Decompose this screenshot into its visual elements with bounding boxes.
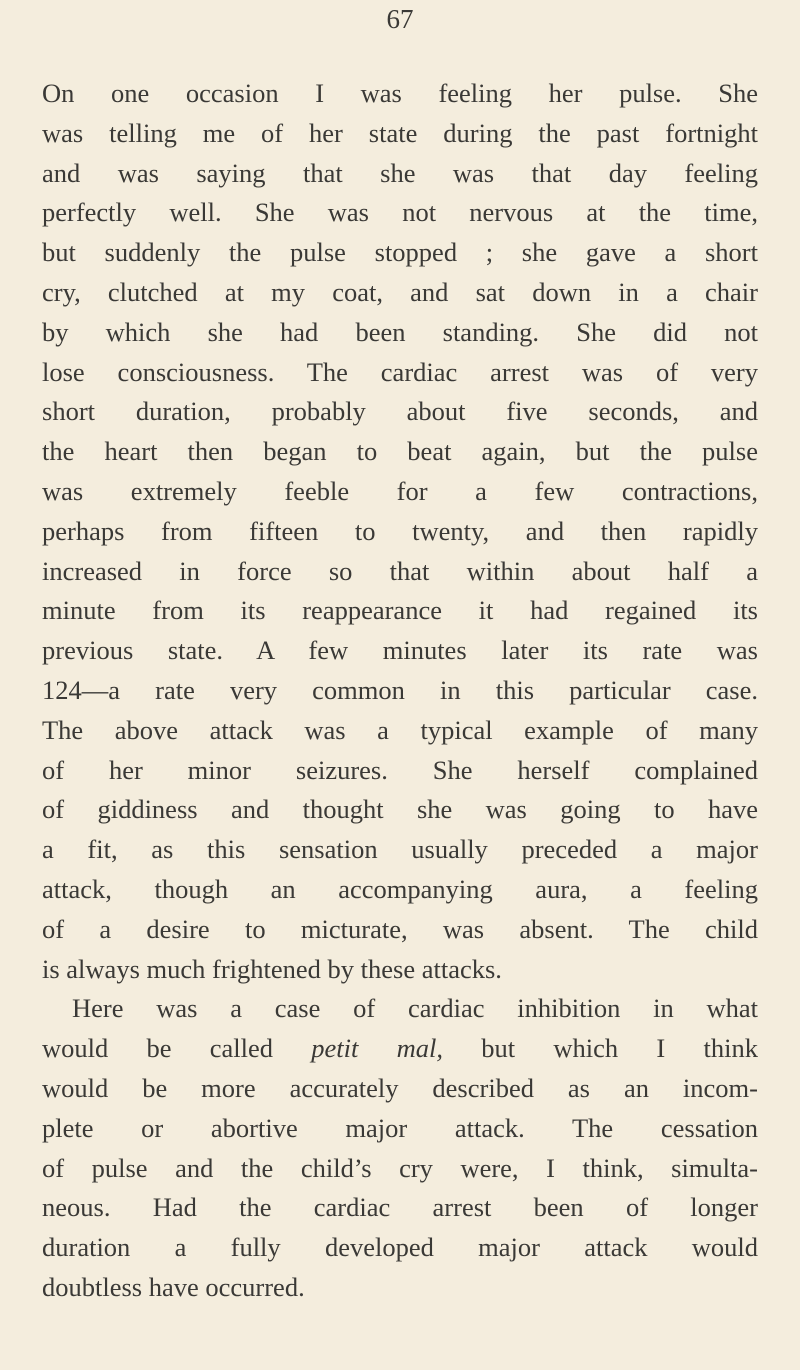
- text-line: was telling me of her state during the past fortnight: [42, 117, 758, 148]
- italic-term: petit mal,: [311, 1033, 444, 1064]
- text-line: previous state. A few minutes later its rate was: [42, 635, 758, 666]
- text-line: neous. Had the cardiac arrest been of longer: [42, 1192, 758, 1223]
- page-number: 67: [386, 4, 414, 34]
- text-segment: would be called: [42, 1033, 312, 1064]
- text-line: On one occasion I was feeling her pulse. She: [42, 78, 758, 108]
- text-line: was extremely feeble for a few contractions,: [42, 475, 758, 506]
- text-line: minute from its reappearance it had regained its: [42, 595, 758, 626]
- text-line: is always much frightened by these attacks.: [42, 953, 502, 984]
- text-line: and was saying that she was that day feeling: [42, 157, 758, 188]
- text-line: increased in force so that within about half a: [42, 555, 758, 586]
- text-line: plete or abortive major attack. The cessation: [42, 1112, 758, 1143]
- text-line: 124—a rate very common in this particular case.: [42, 674, 758, 705]
- paragraph-pulse-observation: [42, 74, 758, 989]
- text-line: doubtless have occurred.: [42, 1271, 305, 1302]
- text-line: attack, though an accompanying aura, a feeling: [42, 873, 758, 904]
- text-line: the heart then began to beat again, but the pulse: [42, 436, 758, 467]
- text-line: of a desire to micturate, was absent. The child: [42, 913, 758, 944]
- text-line: Here was a case of cardiac inhibition in what: [72, 993, 758, 1024]
- text-line: lose consciousness. The cardiac arrest was of very: [42, 356, 758, 387]
- text-line: but suddenly the pulse stopped ; she gave a short: [42, 237, 758, 268]
- text-line: short duration, probably about five seconds, and: [42, 396, 758, 427]
- text-line: The above attack was a typical example of many: [42, 714, 758, 745]
- text-line: by which she had been standing. She did not: [42, 316, 758, 347]
- text-line: would be more accurately described as an incom-: [42, 1072, 758, 1103]
- text-line: of her minor seizures. She herself complained: [42, 754, 758, 785]
- body-text: [42, 74, 758, 1308]
- text-segment: but which I think: [443, 1033, 758, 1064]
- text-line: perhaps from fifteen to twenty, and then rapidly: [42, 515, 758, 546]
- text-line-with-italic: [42, 1029, 758, 1069]
- text-line: duration a fully developed major attack would: [42, 1232, 758, 1263]
- text-line: cry, clutched at my coat, and sat down in a chair: [42, 276, 758, 307]
- paragraph-cardiac-inhibition: [42, 989, 758, 1307]
- text-line: of giddiness and thought she was going to have: [42, 794, 758, 825]
- text-line: a fit, as this sensation usually preceded a major: [42, 834, 758, 865]
- text-line: of pulse and the child’s cry were, I think, simulta-: [42, 1152, 758, 1183]
- text-line: perfectly well. She was not nervous at the time,: [42, 197, 758, 228]
